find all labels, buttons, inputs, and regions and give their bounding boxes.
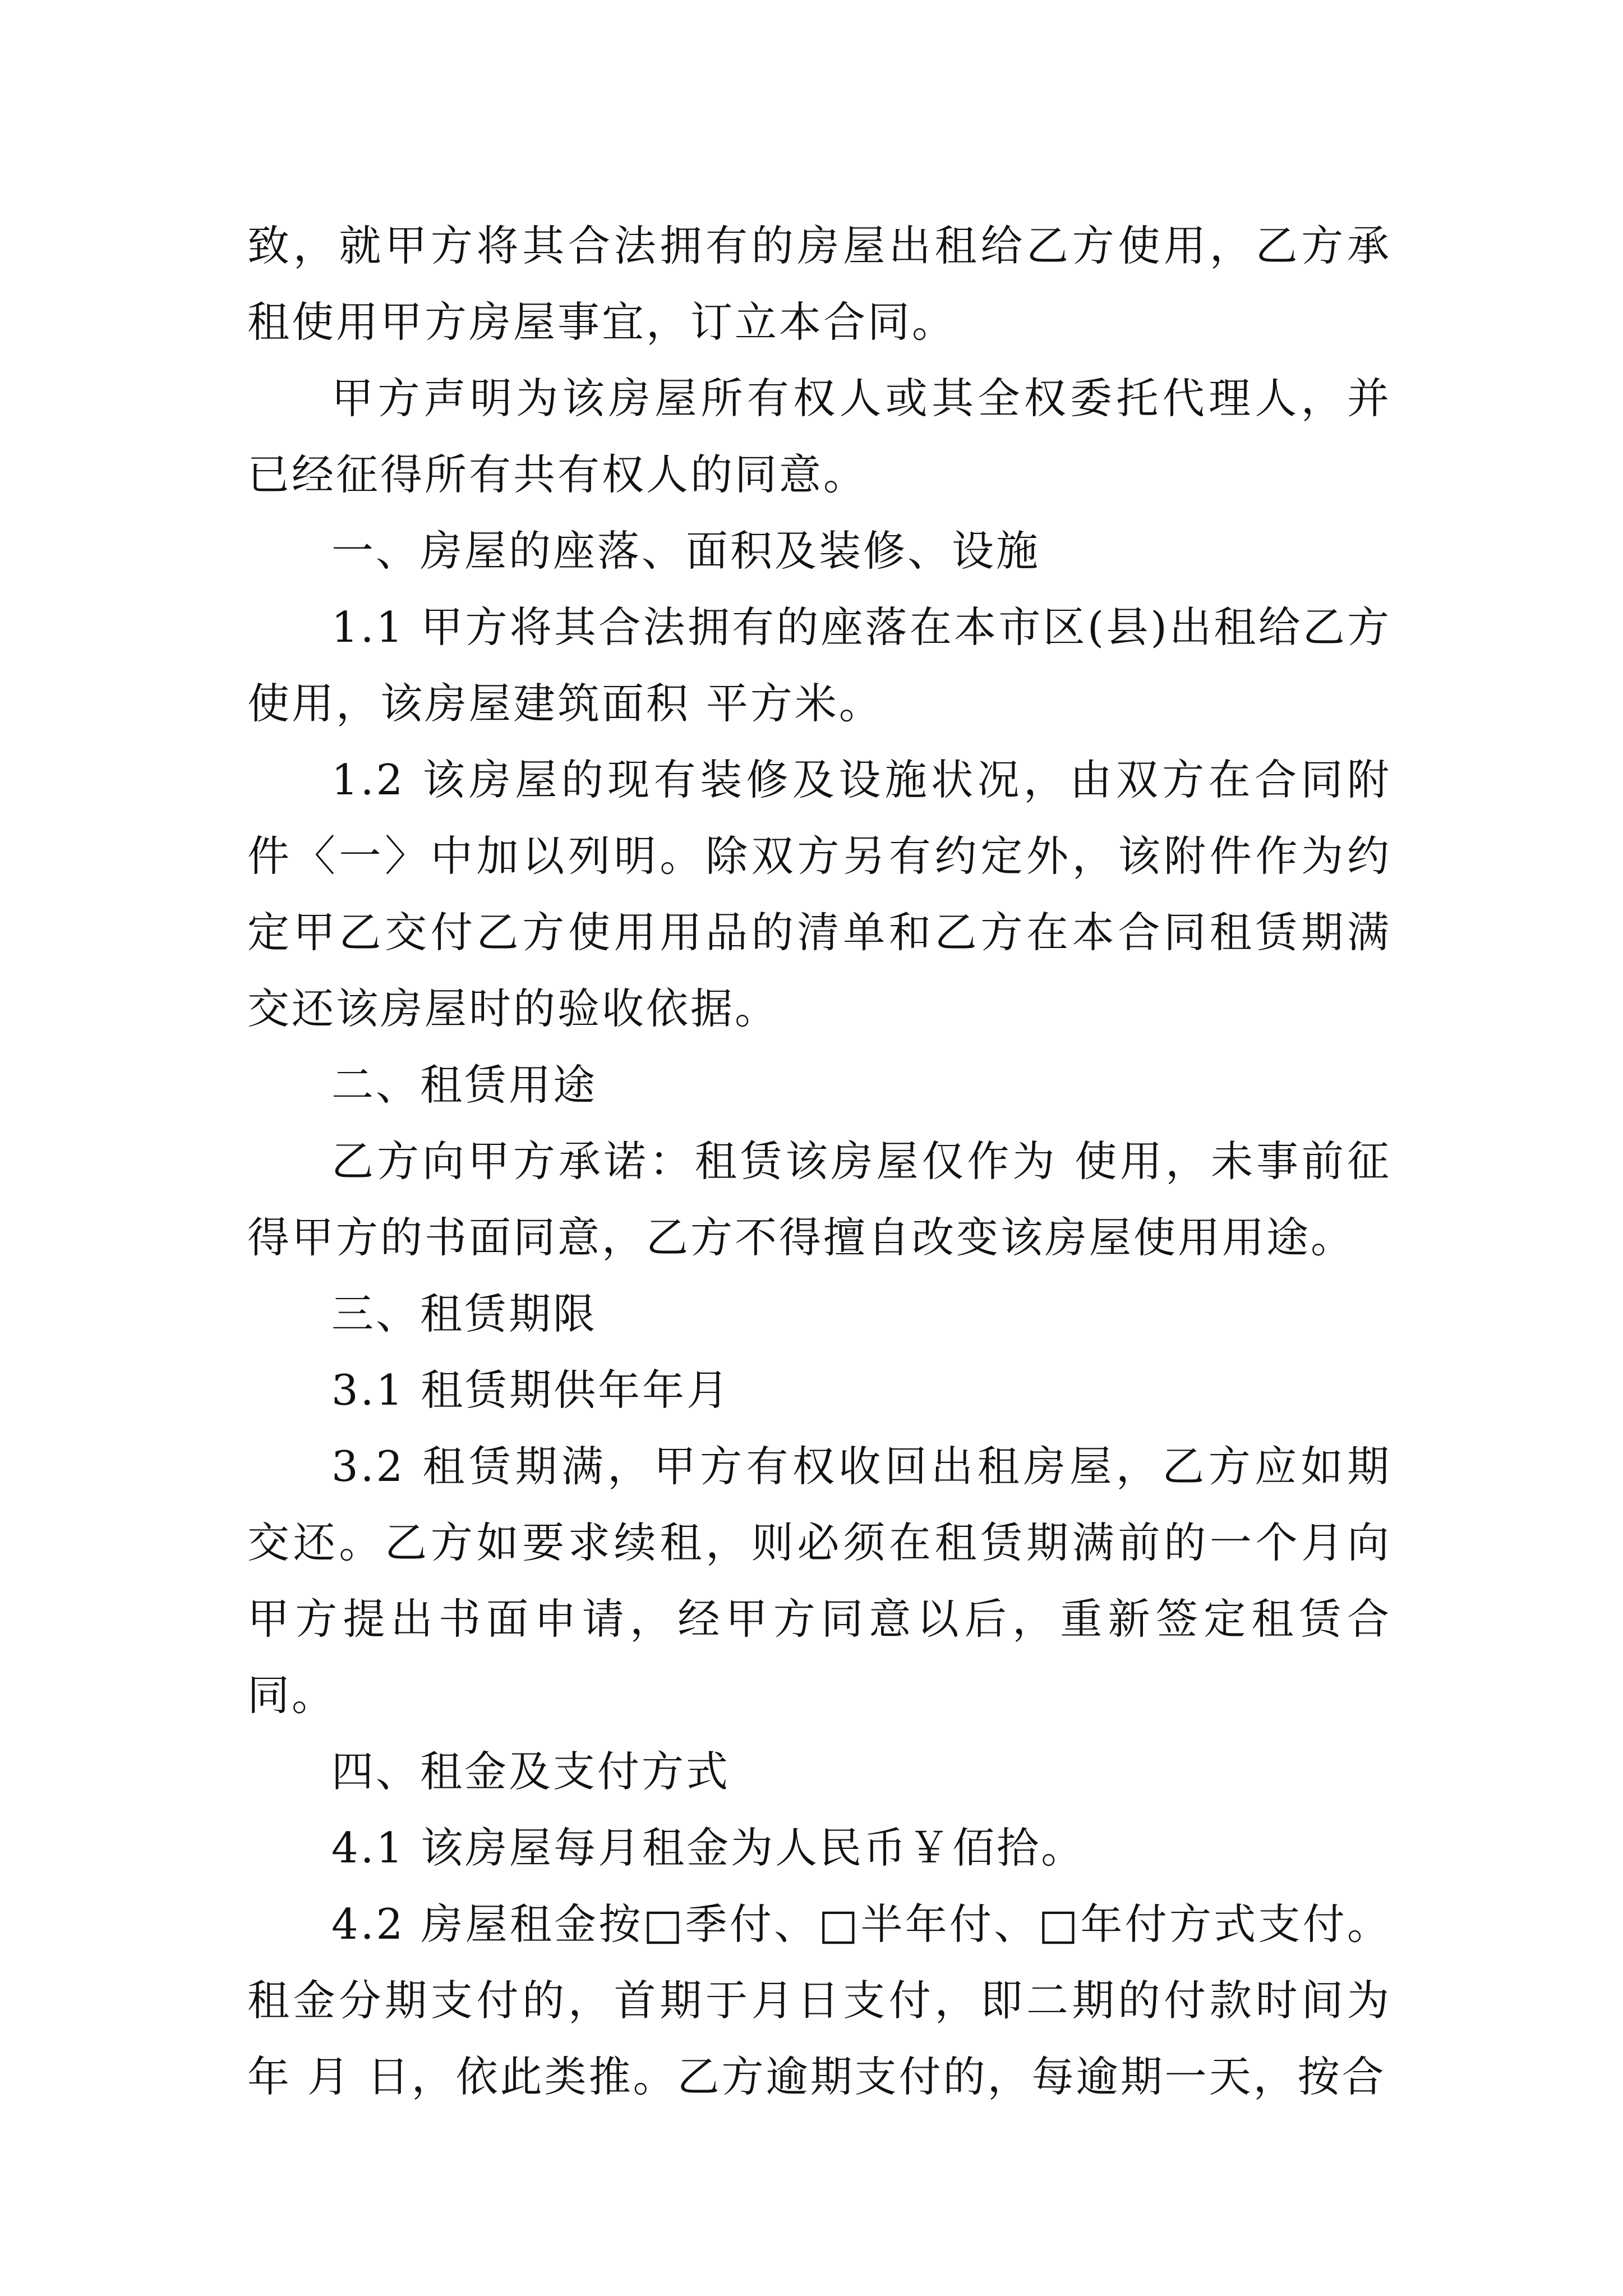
clause-1-1: 1.1 甲方将其合法拥有的座落在本市区(县)出租给乙方使用，该房屋建筑面积 平方米。 [247, 602, 1391, 728]
paragraph-intro-continuation: 致，就甲方将其合法拥有的房屋出租给乙方使用，乙方承租使用甲方房屋事宜，订立本合同。 [247, 221, 1391, 347]
clause-3-2: 3.2 租赁期满，甲方有权收回出租房屋，乙方应如期交还。乙方如要求续租，则必须在租赁期满前的一个月向甲方提出书面申请，经甲方同意以后，重新签定租赁合同。 [247, 1442, 1391, 1720]
clause-1-2: 1.2 该房屋的现有装修及设施状况，由双方在合同附件〈一〉中加以列明。除双方另有约定外，该附件作为约定甲乙交付乙方使用用品的清单和乙方在本合同租赁期满交还该房屋时的验收依据。 [247, 755, 1391, 1033]
clause-4-1: 4.1 该房屋每月租金为人民币￥佰拾。 [331, 1823, 1086, 1872]
section-heading-rent-payment: 四、租金及支付方式 [331, 1747, 731, 1796]
clause-4-2: 4.2 房屋租金按□季付、□半年付、□年付方式支付。租金分期支付的，首期于月日支付，即二期的付款时间为年 月 日，依此类推。乙方逾期支付的，每逾期一天，按合 [247, 1899, 1391, 2101]
clause-lease-purpose: 乙方向甲方承诺：租赁该房屋仅作为 使用，未事前征得甲方的书面同意，乙方不得擅自改变该房屋使用用途。 [247, 1137, 1391, 1262]
section-heading-lease-term: 三、租赁期限 [331, 1289, 598, 1338]
paragraph-landlord-declaration: 甲方声明为该房屋所有权人或其全权委托代理人，并已经征得所有共有权人的同意。 [247, 374, 1391, 499]
section-heading-location-area: 一、房屋的座落、面积及装修、设施 [331, 526, 1041, 576]
document-body [247, 208, 1391, 2115]
section-heading-lease-purpose: 二、租赁用途 [331, 1060, 598, 1110]
clause-3-1: 3.1 租赁期供年年月 [331, 1365, 731, 1415]
